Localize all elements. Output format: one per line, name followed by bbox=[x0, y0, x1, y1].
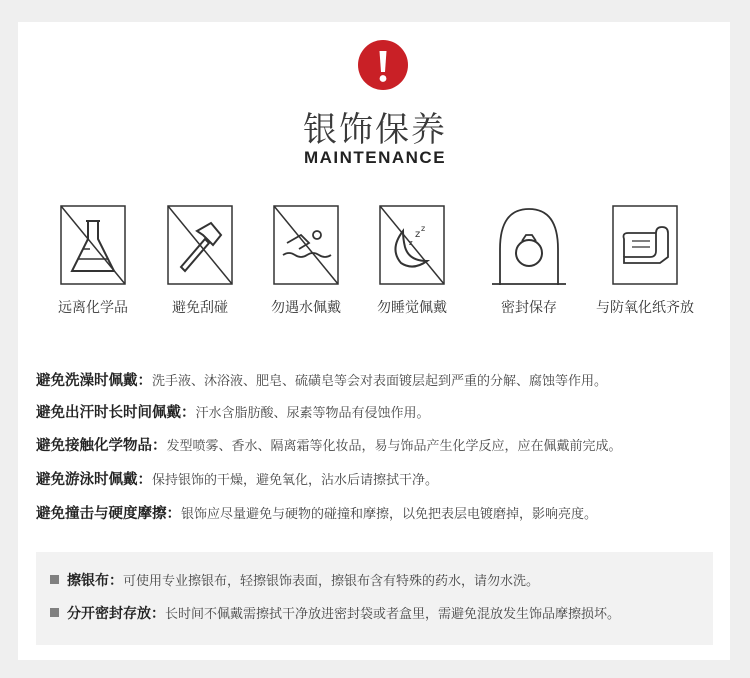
paper-icon bbox=[612, 205, 678, 285]
swimmer-prohibited-icon bbox=[273, 205, 339, 285]
svg-text:z: z bbox=[421, 224, 426, 233]
icon-label-sleep: 勿睡觉佩戴 bbox=[377, 300, 447, 316]
tip-swimming: 避免游泳时佩戴：保持银饰的干燥，避免氧化，沾水后请擦拭干净。 bbox=[36, 472, 439, 488]
icon-label-paper: 与防氧化纸齐放 bbox=[596, 300, 694, 316]
sleep-prohibited-icon bbox=[379, 205, 445, 285]
icon-label-water: 勿遇水佩戴 bbox=[271, 300, 341, 316]
care-box bbox=[36, 552, 713, 645]
tip-chemicals: 避免接触化学物品：发型喷雾、香水、隔离霜等化妆品，易与饰品产生化学反应，应在佩戴前完成。 bbox=[36, 438, 622, 454]
bullet-square-icon bbox=[50, 575, 59, 584]
svg-text:z: z bbox=[409, 239, 413, 247]
page-subtitle: MAINTENANCE bbox=[303, 148, 447, 167]
bullet-square-icon bbox=[50, 608, 59, 617]
tip-bathing: 避免洗澡时佩戴：洗手液、沐浴液、肥皂、硫磺皂等会对表面镀层起到严重的分解、腐蚀等作用。 bbox=[36, 373, 608, 389]
tip-sweat: 避免出汗时长时间佩戴：汗水含脂肪酸、尿素等物品有侵蚀作用。 bbox=[36, 405, 430, 421]
hammer-prohibited-icon bbox=[167, 205, 233, 285]
care-item-storage: 分开密封存放：长时间不佩戴需擦拭干净放进密封袋或者盒里，需避免混放发生饰品摩擦损坏。 bbox=[50, 603, 620, 623]
exclamation-icon bbox=[358, 40, 408, 90]
page-title: 银饰保养 bbox=[303, 110, 447, 150]
icon-label-sealed: 密封保存 bbox=[501, 300, 557, 316]
icon-label-chemicals: 远离化学品 bbox=[58, 300, 128, 316]
tip-impact: 避免撞击与硬度摩擦：银饰应尽量避免与硬物的碰撞和摩擦，以免把表层电镀磨掉，影响亮度。 bbox=[36, 506, 598, 522]
icon-label-scratch: 避免刮碰 bbox=[172, 300, 228, 316]
flask-prohibited-icon bbox=[60, 205, 126, 285]
care-item-cloth: 擦银布：可使用专业擦银布，轻擦银饰表面，擦银布含有特殊的药水，请勿水洗。 bbox=[50, 570, 539, 590]
ring-box-icon bbox=[492, 205, 566, 285]
svg-text:z: z bbox=[415, 229, 421, 240]
